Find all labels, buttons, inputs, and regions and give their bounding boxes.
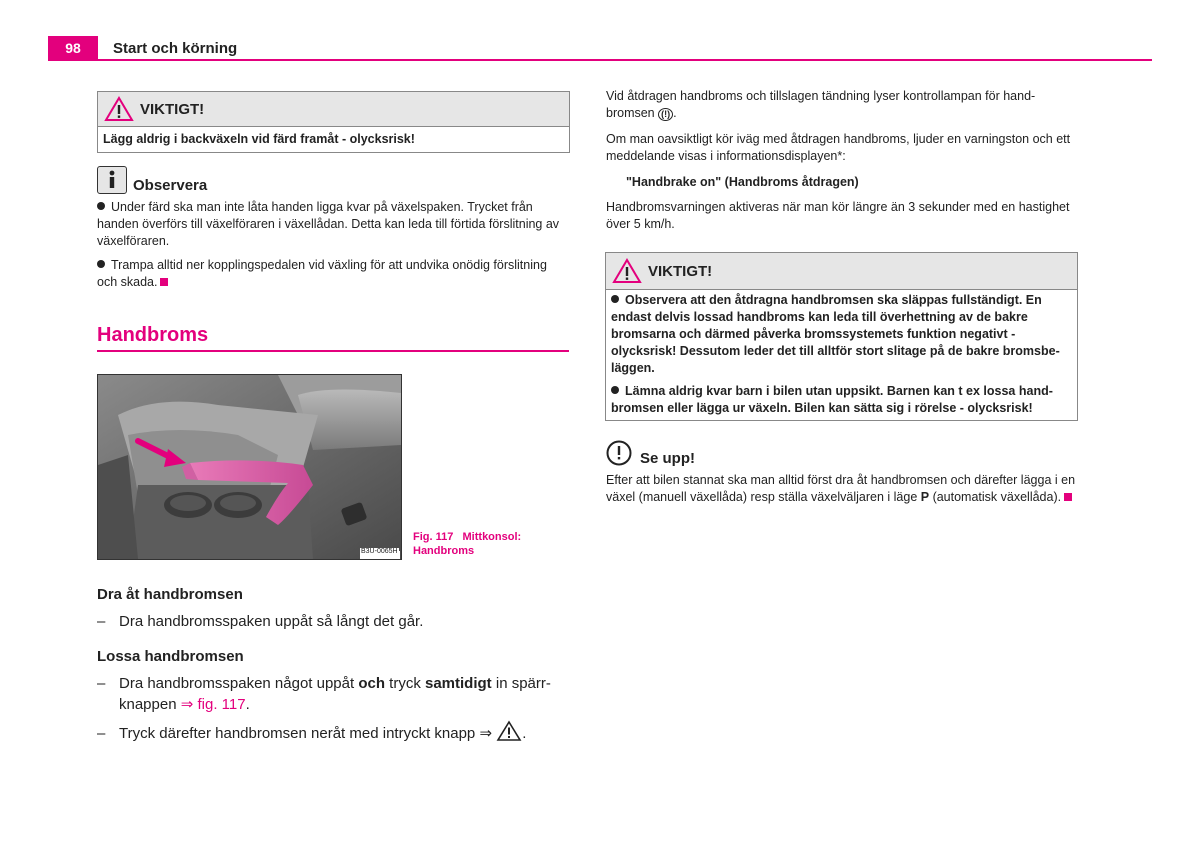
warning-bullet-1-text: Observera att den åtdragna handbromsen ska släppas fullständigt. En endast delvis lossad handbroms kan leda till överhettning av de bakre bromsarna och därmed påverka bromssystemets funktion negativt - olycksrisk! Dessutom leder det till alltför stort slitage på de bakre bromsbe-läggen. [611, 293, 1060, 375]
dash: – [97, 613, 106, 630]
emphasis-och: och [358, 675, 385, 692]
info-icon [97, 166, 127, 194]
end-mark-icon [160, 278, 168, 286]
warning-triangle-icon [104, 96, 134, 122]
warning-title: VIKTIGT! [140, 101, 205, 118]
warning-header [606, 253, 1077, 290]
paragraph-warning-tone: Om man oavsiktligt kör iväg med åtdragen handbroms, ljuder en varningston och ett meddelande visas i informationsdisplayen*: [606, 132, 1071, 163]
caution-text-part: (automatisk växellåda). [929, 490, 1062, 504]
warning-bullet-2-text: Lämna aldrig kvar barn i bilen utan uppsikt. Barnen kan t ex lossa hand-bromsen eller lägga ur växeln. Bilen kan sätta sig i rörelse - olycksrisk! [611, 384, 1053, 415]
figure-caption-line-1: Fig. 117 Mittkonsol: [413, 531, 522, 543]
warning-bullet-2 [606, 377, 1077, 420]
bullet-icon [97, 260, 105, 268]
release-step-2-text: Tryck därefter handbromsen neråt med intryckt knapp ⇒ [119, 725, 497, 742]
apply-step-text: Dra handbromsspaken uppåt så långt det går. [119, 613, 424, 630]
release-step-1-text: Dra handbromsspaken något uppåt [119, 675, 359, 692]
warning-header [98, 92, 569, 127]
gear-position-p: P [920, 490, 930, 504]
paragraph-line: Vid åtdragen handbroms och tillslagen tändning lyser kontrollampan för hand- [606, 89, 1036, 103]
warning-bullet-1 [606, 290, 1077, 377]
warning-title: VIKTIGT! [648, 263, 713, 280]
end-mark-icon [1064, 493, 1072, 501]
brake-warning-icon: (!) [658, 108, 673, 121]
bullet-icon [611, 295, 619, 303]
release-step-1-text: knappen [119, 696, 181, 713]
note-title: Observera [133, 177, 208, 194]
figure-caption [413, 530, 521, 558]
bullet-icon [97, 202, 105, 210]
warning-text: Lägg aldrig i backväxeln vid färd framåt - olycksrisk! [103, 132, 415, 146]
page-number: 98 [65, 40, 81, 56]
warning-triangle-icon [612, 258, 642, 284]
dash: – [97, 675, 106, 692]
note-bullet-2-text: Trampa alltid ner kopplingspedalen vid växling för att undvika onödig förslitning och skada. [97, 258, 547, 289]
emphasis-samtidigt: samtidigt [425, 675, 492, 692]
header-rule [48, 59, 1152, 61]
caution-text-part: Efter att bilen stannat ska man alltid först dra åt handbromsen och därefter lägga i en växel (manuell växellåda) resp ställa växelväljaren i läge [606, 473, 1076, 504]
figure-caption-line-2: Handbroms [413, 545, 475, 557]
period: . [673, 106, 677, 120]
note-bullet-1-text: Under färd ska man inte låta handen ligga kvar på växelspaken. Trycket från handen överförs till växelföraren i växellådan. Detta kan leda till förtida förslitning av växelföraren. [97, 200, 560, 248]
warning-box [97, 91, 570, 153]
figure-code: B3U-0065H [361, 548, 398, 555]
dash: – [97, 725, 106, 742]
section-title: Handbroms [97, 324, 209, 346]
caution-title: Se upp! [640, 450, 695, 467]
bullet-icon [611, 386, 619, 394]
note-bullet-2 [97, 257, 569, 291]
caution-text [606, 472, 1076, 506]
figure-handbrake-photo [97, 374, 402, 560]
release-step-1-text: in spärr- [491, 675, 551, 692]
release-step-1-text: tryck [385, 675, 425, 692]
apply-heading: Dra åt handbromsen [97, 586, 243, 603]
period: . [245, 696, 250, 713]
warning-triangle-icon [496, 720, 522, 742]
chapter-title: Start och körning [113, 40, 238, 57]
paragraph-line: bromsen [606, 106, 655, 120]
paragraph-warning-activation: Handbromsvarningen aktiveras när man kör längre än 3 sekunder med en hastighet över 5 km/h. [606, 200, 1070, 231]
apply-step [97, 611, 572, 632]
caution-icon [605, 440, 633, 471]
section-rule [97, 350, 569, 352]
period: . [522, 725, 527, 742]
note-bullet-1 [97, 199, 569, 250]
display-message: "Handbrake on" (Handbroms åtdragen) [626, 175, 859, 189]
figure-link[interactable]: ⇒ fig. 117 [180, 696, 246, 713]
release-step-2 [97, 720, 572, 744]
warning-box [605, 252, 1078, 421]
release-step-1 [97, 673, 572, 715]
release-heading: Lossa handbromsen [97, 648, 244, 665]
paragraph-control-lamp [606, 88, 1076, 122]
